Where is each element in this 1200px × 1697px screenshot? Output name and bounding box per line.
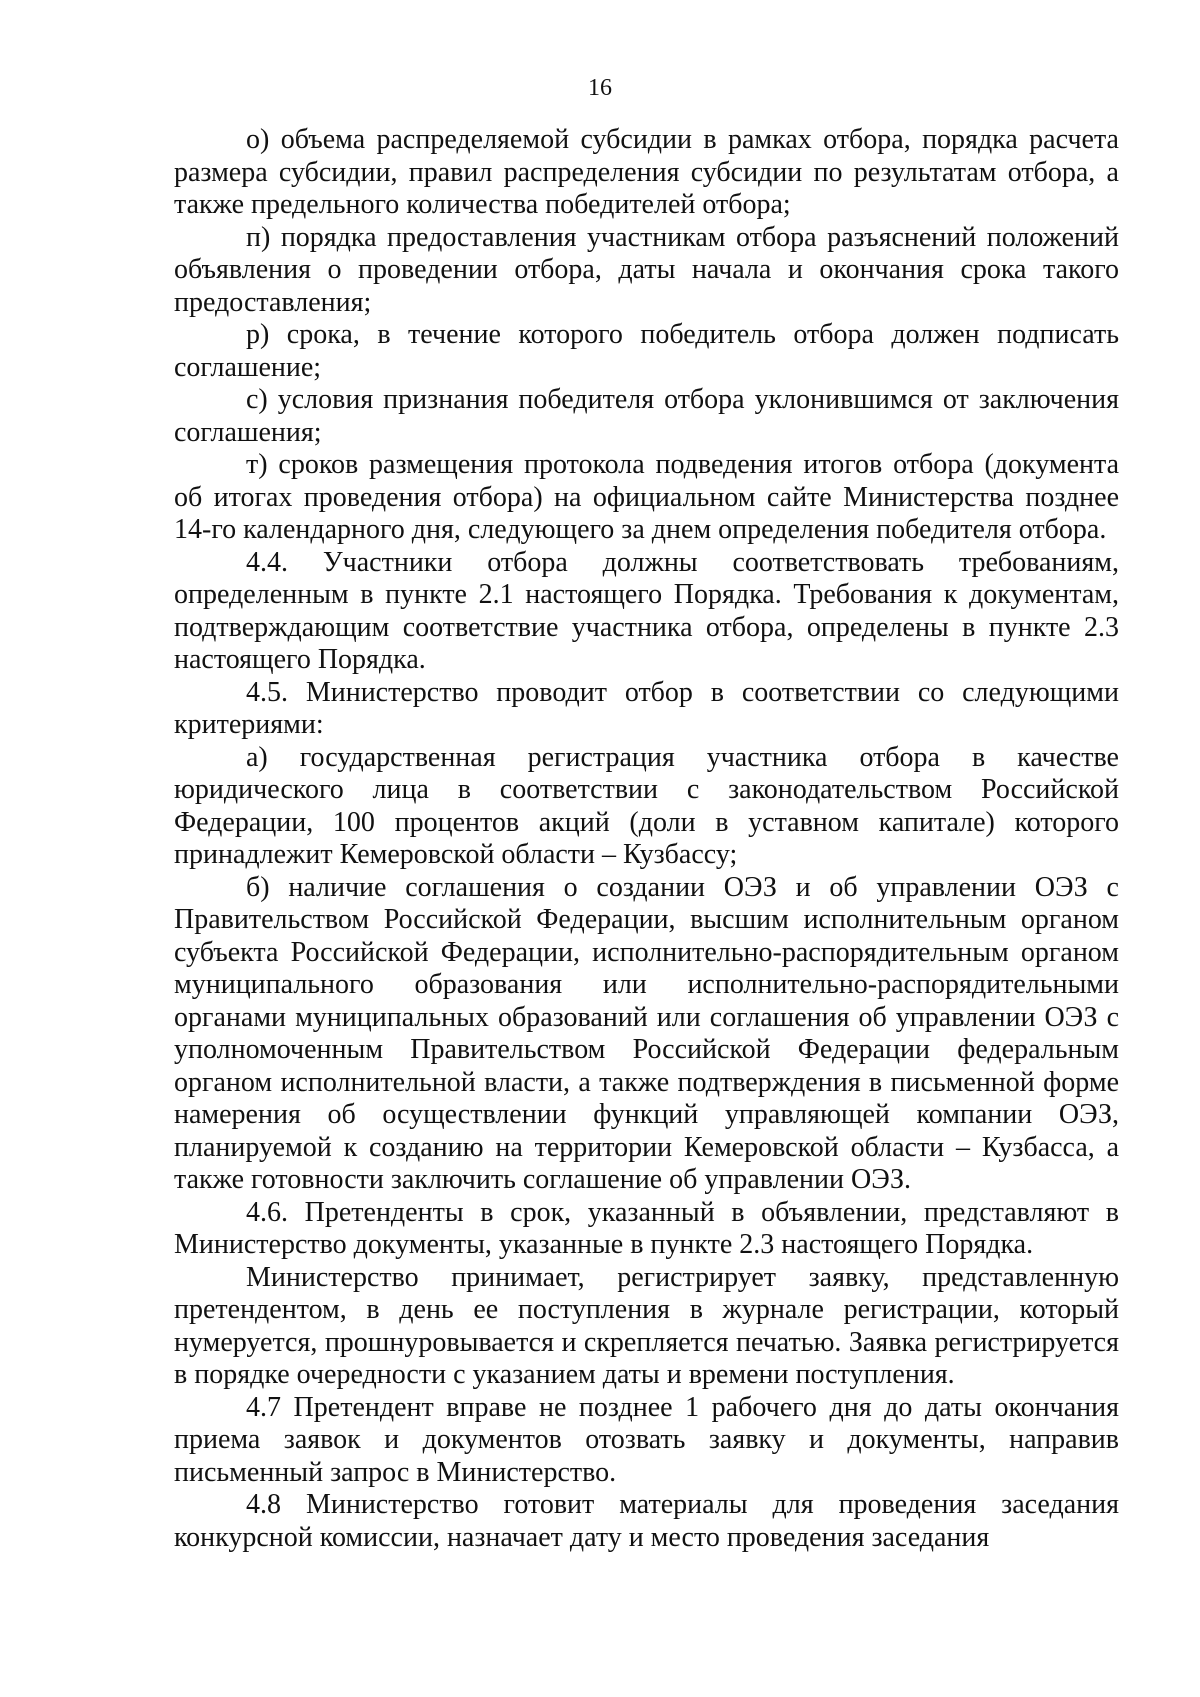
paragraph: 4.7 Претендент вправе не позднее 1 рабочего дня до даты окончания приема заявок и документов отозвать заявку и документы, направив письменный запрос в Министерство. (174, 1391, 1119, 1488)
paragraph: а) государственная регистрация участника отбора в качестве юридического лица в соответствии с законодательством Российской Федерации, 100 процентов акций (доли в уставном капитале) которого принадлежит Кемеровской области – Кузбассу; (174, 741, 1119, 870)
paragraph: Министерство принимает, регистрирует заявку, представленную претендентом, в день ее поступления в журнале регистрации, который нумеруется, прошнуровывается и скрепляется печатью. Заявка регистрируется в порядке очередности с указанием даты и времени поступления. (174, 1261, 1119, 1390)
paragraph: п) порядка предоставления участникам отбора разъяснений положений объявления о проведении отбора, даты начала и окончания срока такого предоставления; (174, 221, 1119, 318)
paragraph: о) объема распределяемой субсидии в рамках отбора, порядка расчета размера субсидии, правил распределения субсидии по результатам отбора, а также предельного количества победителей отбора; (174, 124, 1119, 220)
paragraph: б) наличие соглашения о создании ОЭЗ и об управлении ОЭЗ с Правительством Российской Федерации, высшим исполнительным органом субъекта Российской Федерации, исполнительно-распорядительным органом муниципального образования или исполнительно-распорядительными органами муниципальных образований или соглашения об управлении ОЭЗ с уполномоченным Правительством Российской Федерации федеральным органом исполнительной власти, а также подтверждения в письменной форме намерения об осуществлении функций управляющей компании ОЭЗ, планируемой к созданию на территории Кемеровской области – Кузбасса, а также готовности заключить соглашение об управлении ОЭЗ. (174, 871, 1119, 1195)
paragraph: 4.5. Министерство проводит отбор в соответствии со следующими критериями: (174, 676, 1119, 740)
paragraph: с) условия признания победителя отбора уклонившимся от заключения соглашения; (174, 384, 1119, 448)
paragraph: т) сроков размещения протокола подведения итогов отбора (документа об итогах проведения отбора) на официальном сайте Министерства позднее 14-го календарного дня, следующего за днем определения победителя отбора. (174, 449, 1119, 545)
paragraph: р) срока, в течение которого победитель отбора должен подписать соглашение; (174, 319, 1119, 383)
paragraph: 4.4. Участники отбора должны соответствовать требованиям, определенным в пункте 2.1 настоящего Порядка. Требования к документам, подтверждающим соответствие участника отбора, определены в пункте 2.3 настоящего Порядка. (174, 546, 1119, 675)
paragraph: 4.8 Министерство готовит материалы для проведения заседания конкурсной комиссии, назначает дату и место проведения заседания (174, 1489, 1119, 1553)
paragraph: 4.6. Претенденты в срок, указанный в объявлении, представляют в Министерство документы, указанные в пункте 2.3 настоящего Порядка. (174, 1196, 1119, 1260)
page-number: 16 (588, 75, 612, 101)
document-body (174, 124, 1119, 1554)
